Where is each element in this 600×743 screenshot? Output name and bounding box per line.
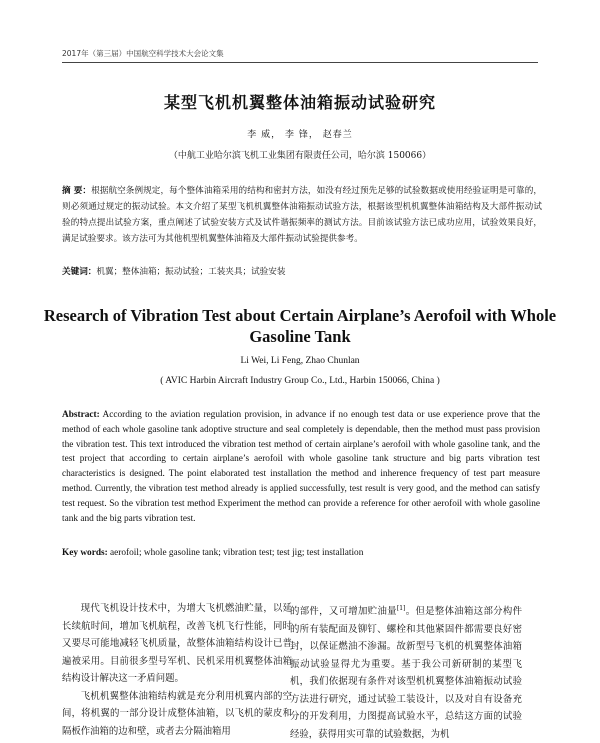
chinese-authors: 李 威， 李 锋， 赵春兰	[247, 130, 353, 140]
body-column-left	[62, 600, 292, 740]
running-head: 2017年（第三届）中国航空科学技术大会论文集	[62, 49, 224, 58]
english-keywords	[62, 548, 540, 558]
citation: [1]	[396, 605, 406, 612]
chinese-abstract	[62, 183, 542, 247]
english-abstract-text: According to the aviation regulation provision, in advance if no enough test data or use experience prove that the method of each whole gasoline tank adoptive structure and seal completely is dependable, then the method must pass provision the vibration test. This text introduced the vibration test method of certain airplane’s aerofoil with whole gasoline tank, and the test project that according to certain airplane’s aerofoil with whole gasoline tank structure and big parts vibration test characteristics is designed. The point elaborated test installation the method and inherence frequency of test part measure method. Currently, the vibration test method already is applied successfully, test result is very good, and the method can satisfy test request. So the vibration test method Experiment the method can provide a reference for other aerofoil with whole gasoline tank and the big parts vibration test.	[62, 410, 541, 524]
english-affiliation: ( AVIC Harbin Aircraft Industry Group Co., Ltd., Harbin 150066, China )	[160, 376, 440, 386]
chinese-title: 某型飞机机翼整体油箱振动试验研究	[163, 93, 436, 112]
english-abstract	[62, 408, 540, 526]
chinese-affiliation: （中航工业哈尔滨飞机工业集团有限责任公司，哈尔滨 150066）	[168, 151, 432, 161]
chinese-keywords	[62, 265, 542, 279]
chinese-keywords-text: 机翼；整体油箱；振动试验；工装夹具；试验安装	[96, 267, 286, 277]
chinese-abstract-label: 摘 要：	[62, 186, 92, 196]
chinese-abstract-text: 根据航空条例规定，每个整体油箱采用的结构和密封方法，如没有经过预先足够的试验数据或使用经验证明是可靠的，则必须通过规定的振动试验。本文介绍了某型飞机机翼整体油箱振动试验方法，根据该型机机翼整体油箱结构及大部件振动试验的特点提出试验方案，重点阐述了试验安装方式及试件谐振频率的测试方法。目前该试验方法已成功应用，试验效果良好，满足试验要求。该方法可为其他机型机翼整体油箱及大部件振动试验提供参考。	[62, 186, 542, 244]
chinese-keywords-label: 关键词：	[62, 267, 97, 277]
body-paragraph: 现代飞机设计技术中，为增大飞机燃油贮量，以延长续航时间，增加飞机航程，改善飞机飞行性能，同时又要尽可能地减轻飞机质量，故整体油箱结构设计已普遍被采用。目前很多型号军机、民机采用机翼整体油箱结构设计解决这一矛盾问题。	[62, 603, 292, 684]
english-abstract-label: Abstract:	[62, 410, 100, 420]
body-text: 。但是整体油箱这部分构件的所有装配面及铆钉、螺栓和其他紧固件都需要良好密封，以保证燃油不渗漏。故新型号飞机的机翼整体油箱振动试验显得尤为重要。基于我公司新研制的某型飞机，我们依据现有条件对该型机机翼整体油箱振动试验方法进行研究，通过试验工装设计，以及对自有设备充分的开发利用，力图提高试验水平，总结这方面的试验经验，获得用实可靠的试验数据，为机	[290, 606, 522, 740]
body-paragraph: 飞机机翼整体油箱结构就是充分利用机翼内部的空间，将机翼的一部分设计成整体油箱，以飞机的蒙皮和隔板作油箱的边和壁，或者去分隔油箱用	[62, 690, 292, 737]
english-authors: Li Wei, Li Feng, Zhao Chunlan	[240, 356, 360, 366]
english-title: Research of Vibration Test about Certain Airplane’s Aerofoil with Whole Gasoline Tank	[43, 306, 557, 346]
body-column-right	[290, 600, 522, 743]
english-keywords-text: aerofoil; whole gasoline tank; vibration test; test jig; test installation	[110, 548, 364, 558]
english-keywords-label: Key words:	[62, 548, 108, 558]
header-rule	[62, 62, 538, 63]
body-paragraph	[290, 600, 522, 743]
body-text: 的部件，又可增加贮油量	[290, 606, 397, 618]
